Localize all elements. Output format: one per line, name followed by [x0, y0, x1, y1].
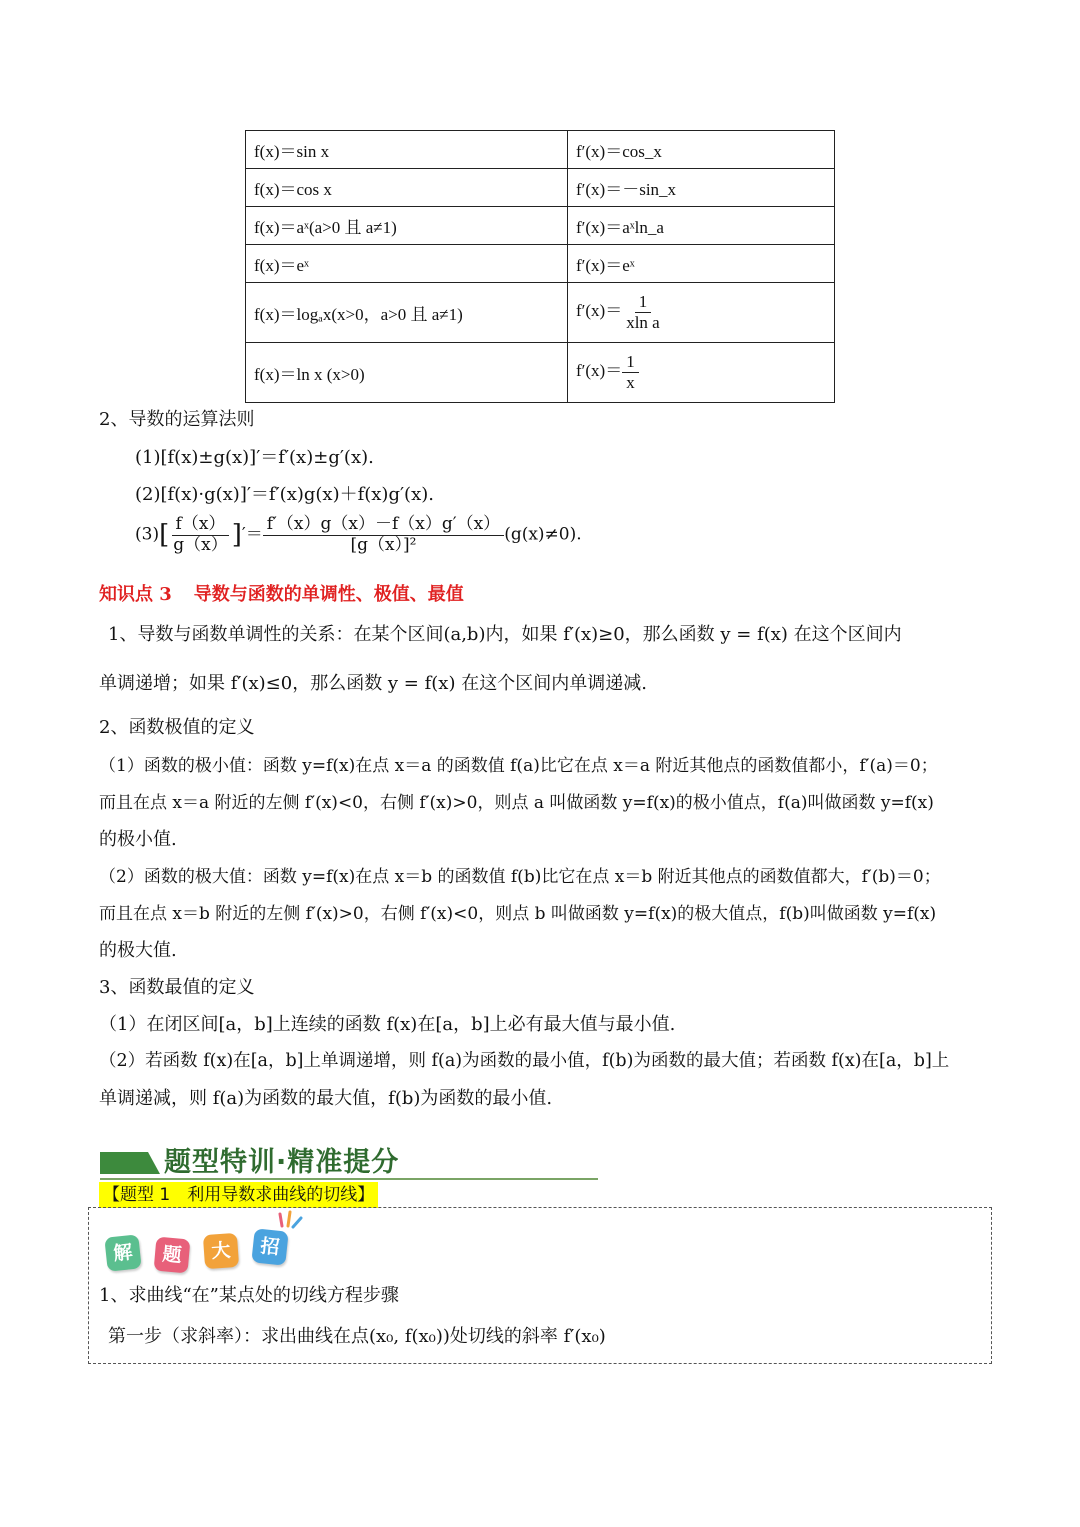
rule-3-eq: ′＝ — [241, 524, 263, 545]
table-row — [246, 207, 835, 245]
table-cell: f′(x)＝cos_x — [568, 131, 835, 169]
rules-heading: 2、导数的运算法则 — [99, 409, 255, 430]
table-cell: f(x)＝logₐx(x>0，a>0 且 a≠1) — [246, 283, 568, 343]
rule-3-prefix: (3) — [135, 524, 160, 545]
maxmin-2-line-1: （2）若函数 f(x)在[a，b]上单调递增，则 f(a)为函数的最小值，f(b)为函数的最大值；若函数 f(x)在[a，b]上 — [99, 1051, 950, 1071]
numerator: 1 — [622, 352, 639, 373]
steps-heading: 1、求曲线“在”某点处的切线方程步骤 — [99, 1285, 399, 1306]
derivative-table — [245, 130, 835, 403]
table-cell: f(x)＝sin x — [246, 131, 568, 169]
kp3-label: 知识点 3 — [99, 584, 172, 605]
fraction-left — [169, 515, 231, 555]
denominator: [g（x）]² — [350, 534, 417, 555]
max-line-1: （2）函数的极大值：函数 y=f(x)在点 x＝b 的函数值 f(b)比它在点 x＝b 附近其他点的函数值都大，f′(b)＝0； — [99, 867, 941, 887]
fraction — [622, 352, 639, 392]
rule-3 — [135, 515, 582, 555]
denominator: x — [626, 373, 635, 392]
table-cell: f′(x)＝eˣ — [568, 245, 835, 283]
numerator: f′（x）g（x）－f（x）g′（x） — [263, 515, 504, 536]
table-cell — [568, 343, 835, 403]
table-cell: f′(x)＝aˣln_a — [568, 207, 835, 245]
bracket-close: ] — [231, 520, 242, 551]
table-cell: f(x)＝cos x — [246, 169, 568, 207]
min-line-3: 的极小值. — [99, 829, 177, 850]
bracket-open: [ — [159, 520, 170, 551]
max-line-3: 的极大值. — [99, 940, 177, 961]
table-cell: f(x)＝ln x (x>0) — [246, 343, 568, 403]
tile-jie: 解 — [104, 1234, 141, 1271]
fraction-right — [263, 515, 504, 555]
table-cell: f(x)＝aˣ(a>0 且 a≠1) — [246, 207, 568, 245]
tile-da: 大 — [203, 1233, 239, 1269]
maxmin-heading: 3、函数最值的定义 — [99, 977, 255, 998]
table-cell: f′(x)＝－sin_x — [568, 169, 835, 207]
table-cell: f(x)＝eˣ — [246, 245, 568, 283]
table-row — [246, 343, 835, 403]
fraction-prefix: f′(x)＝ — [576, 301, 623, 321]
kp3-heading — [99, 580, 464, 606]
denominator: xln a — [626, 313, 660, 332]
mono-line-1: 1、导数与函数单调性的关系：在某个区间(a,b)内，如果 f′(x)≥0，那么函数 y = f(x) 在这个区间内 — [108, 624, 902, 645]
step-1: 第一步（求斜率）：求出曲线在点(x₀, f(x₀))处切线的斜率 f′(x₀) — [108, 1326, 606, 1347]
topic-tag: 【题型 1 利用导数求曲线的切线】 — [99, 1182, 378, 1208]
rule-3-suffix: (g(x)≠0). — [504, 524, 582, 545]
table-row — [246, 169, 835, 207]
sparkle-icon — [276, 1208, 304, 1230]
numerator: 1 — [635, 292, 652, 313]
table-row — [246, 131, 835, 169]
min-line-1: （1）函数的极小值：函数 y=f(x)在点 x＝a 的函数值 f(a)比它在点 x＝a 附近其他点的函数值都小，f′(a)＝0； — [99, 756, 938, 776]
table-row — [246, 245, 835, 283]
rule-1: (1)[f(x)±g(x)]′＝f′(x)±g′(x). — [135, 447, 374, 468]
min-line-2: 而且在点 x＝a 附近的左侧 f′(x)<0，右侧 f′(x)>0，则点 a 叫做函数 y=f(x)的极小值点，f(a)叫做函数 y=f(x) — [99, 793, 934, 813]
maxmin-2-line-2: 单调递减，则 f(a)为函数的最大值，f(b)为函数的最小值. — [99, 1088, 553, 1109]
tile-zhao: 招 — [251, 1228, 288, 1265]
fraction — [622, 292, 664, 332]
extremum-heading: 2、函数极值的定义 — [99, 717, 255, 738]
numerator: f（x） — [172, 515, 230, 536]
banner-title: 题型特训·精准提分 — [164, 1147, 400, 1178]
maxmin-1: （1）在闭区间[a，b]上连续的函数 f(x)在[a，b]上必有最大值与最小值. — [99, 1014, 676, 1035]
max-line-2: 而且在点 x＝b 附近的左侧 f′(x)>0，右侧 f′(x)<0，则点 b 叫做函数 y=f(x)的极大值点，f(b)叫做函数 y=f(x) — [99, 904, 937, 924]
table-row — [246, 283, 835, 343]
mono-line-2: 单调递增；如果 f′(x)≤0，那么函数 y = f(x) 在这个区间内单调递减. — [99, 673, 647, 694]
denominator: g（x） — [173, 534, 228, 555]
fraction-prefix: f′(x)＝ — [576, 361, 623, 381]
table-cell — [568, 283, 835, 343]
section-banner — [100, 1140, 598, 1180]
tile-ti: 题 — [154, 1237, 191, 1274]
banner-bar — [100, 1152, 148, 1174]
banner-triangle — [148, 1152, 160, 1174]
rule-2: (2)[f(x)·g(x)]′＝f′(x)g(x)＋f(x)g′(x). — [135, 484, 434, 505]
kp3-title: 导数与函数的单调性、极值、最值 — [193, 584, 464, 605]
